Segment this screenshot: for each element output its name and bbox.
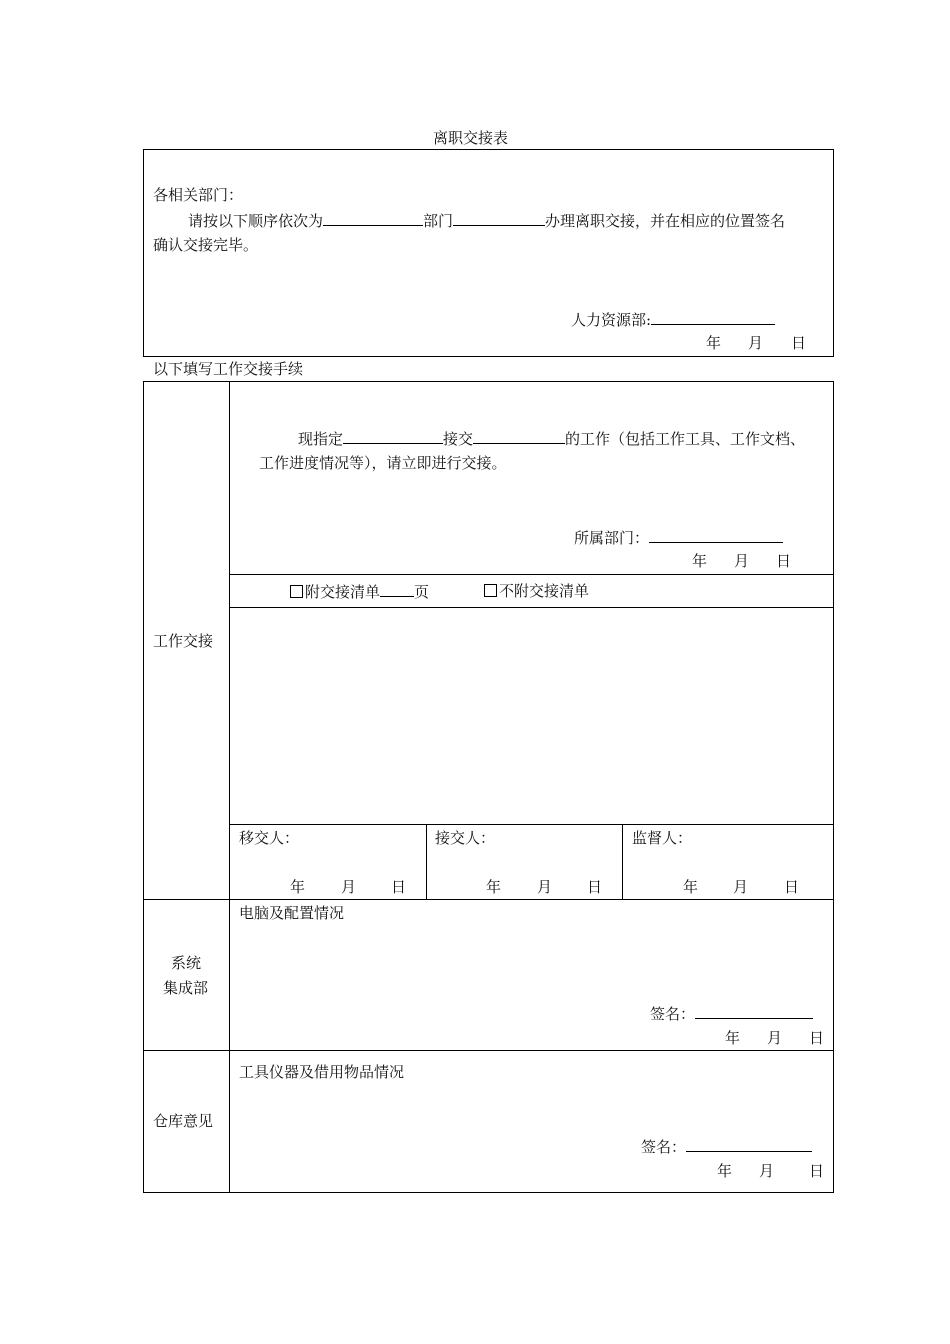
- attach-list-option[interactable]: [290, 581, 429, 602]
- notice-date-month: 月: [748, 334, 764, 352]
- notice-line1-part3: 办理离职交接，并在相应的位置签名: [545, 212, 786, 230]
- warehouse-date-month: 月: [759, 1162, 775, 1180]
- dept-signature: [574, 527, 783, 548]
- row-divider-warehouse: [143, 1050, 834, 1051]
- supervisor-date-day: 日: [784, 878, 800, 896]
- department-blank-input[interactable]: [323, 210, 423, 226]
- supervisor-date-year: 年: [683, 878, 699, 896]
- handover-person-label: 移交人：: [239, 829, 300, 847]
- receiver-date-year: 年: [486, 878, 502, 896]
- dept-signature-input[interactable]: [649, 527, 783, 543]
- employee-blank-input[interactable]: [453, 210, 545, 226]
- work-handover-label: 工作交接: [153, 632, 214, 650]
- attach-page-unit: 页: [414, 583, 430, 601]
- row-divider-attach-top: [229, 574, 834, 575]
- system-content-title: 电脑及配置情况: [239, 904, 345, 922]
- warehouse-date-year: 年: [717, 1162, 733, 1180]
- warehouse-signature: [641, 1136, 812, 1157]
- row-divider-system: [143, 899, 834, 900]
- dept-label: 所属部门：: [574, 529, 650, 547]
- warehouse-content-title: 工具仪器及借用物品情况: [239, 1063, 405, 1081]
- notice-line1: [188, 210, 785, 231]
- section-intro: 以下填写工作交接手续: [153, 360, 304, 378]
- hr-label: 人力资源部:: [571, 311, 652, 329]
- dept-date-month: 月: [734, 552, 750, 570]
- system-sign-label: 签名：: [650, 1005, 696, 1023]
- assign-line2: 工作进度情况等），请立即进行交接。: [259, 454, 507, 472]
- supervisor-person-label: 监督人：: [632, 829, 693, 847]
- notice-line1-part2: 部门: [423, 212, 454, 230]
- row-divider-signers: [229, 824, 834, 825]
- assign-part2: 接交: [443, 430, 474, 448]
- hr-signature-input[interactable]: [651, 309, 775, 325]
- signer-divider-1: [426, 824, 427, 899]
- assignee-blank-input[interactable]: [343, 428, 443, 444]
- leaver-blank-input[interactable]: [473, 428, 565, 444]
- no-attach-list-label: 不附交接清单: [499, 582, 590, 600]
- notice-addressee: 各相关部门：: [153, 186, 244, 204]
- signer-divider-2: [622, 824, 623, 899]
- warehouse-signature-input[interactable]: [686, 1136, 812, 1152]
- handover-date-day: 日: [391, 878, 407, 896]
- supervisor-date-month: 月: [733, 878, 749, 896]
- notice-line1-part1: 请按以下顺序依次为: [188, 212, 324, 230]
- hr-signature: [571, 309, 775, 330]
- warehouse-date-day: 日: [809, 1162, 825, 1180]
- assign-part3: 的工作（包括工作工具、工作文档、: [565, 430, 806, 448]
- warehouse-label: 仓库意见: [153, 1112, 214, 1130]
- assign-line1: [298, 428, 805, 449]
- no-attach-list-checkbox[interactable]: [484, 584, 497, 597]
- dept-date-year: 年: [692, 552, 708, 570]
- receiver-date-day: 日: [587, 878, 603, 896]
- system-label-line1: 系统: [171, 954, 202, 972]
- notice-date-day: 日: [791, 334, 807, 352]
- form-title: 离职交接表: [433, 129, 509, 147]
- attach-list-checkbox[interactable]: [290, 585, 303, 598]
- dept-date-day: 日: [776, 552, 792, 570]
- system-date-year: 年: [725, 1029, 741, 1047]
- warehouse-sign-label: 签名：: [641, 1138, 687, 1156]
- handover-date-month: 月: [341, 878, 357, 896]
- system-label-line2: 集成部: [163, 979, 209, 997]
- label-column-divider: [229, 381, 230, 1193]
- system-signature: [650, 1003, 813, 1024]
- row-divider-attach-bottom: [229, 607, 834, 608]
- no-attach-list-option[interactable]: [484, 581, 589, 601]
- system-signature-input[interactable]: [695, 1003, 813, 1019]
- notice-date-year: 年: [706, 334, 722, 352]
- attach-pages-input[interactable]: [380, 581, 414, 597]
- receiver-person-label: 接交人：: [435, 829, 496, 847]
- attach-list-label: 附交接清单: [305, 583, 381, 601]
- assign-part1: 现指定: [298, 430, 344, 448]
- system-date-month: 月: [767, 1029, 783, 1047]
- handover-date-year: 年: [290, 878, 306, 896]
- notice-line2: 确认交接完毕。: [153, 236, 259, 254]
- receiver-date-month: 月: [537, 878, 553, 896]
- system-date-day: 日: [809, 1029, 825, 1047]
